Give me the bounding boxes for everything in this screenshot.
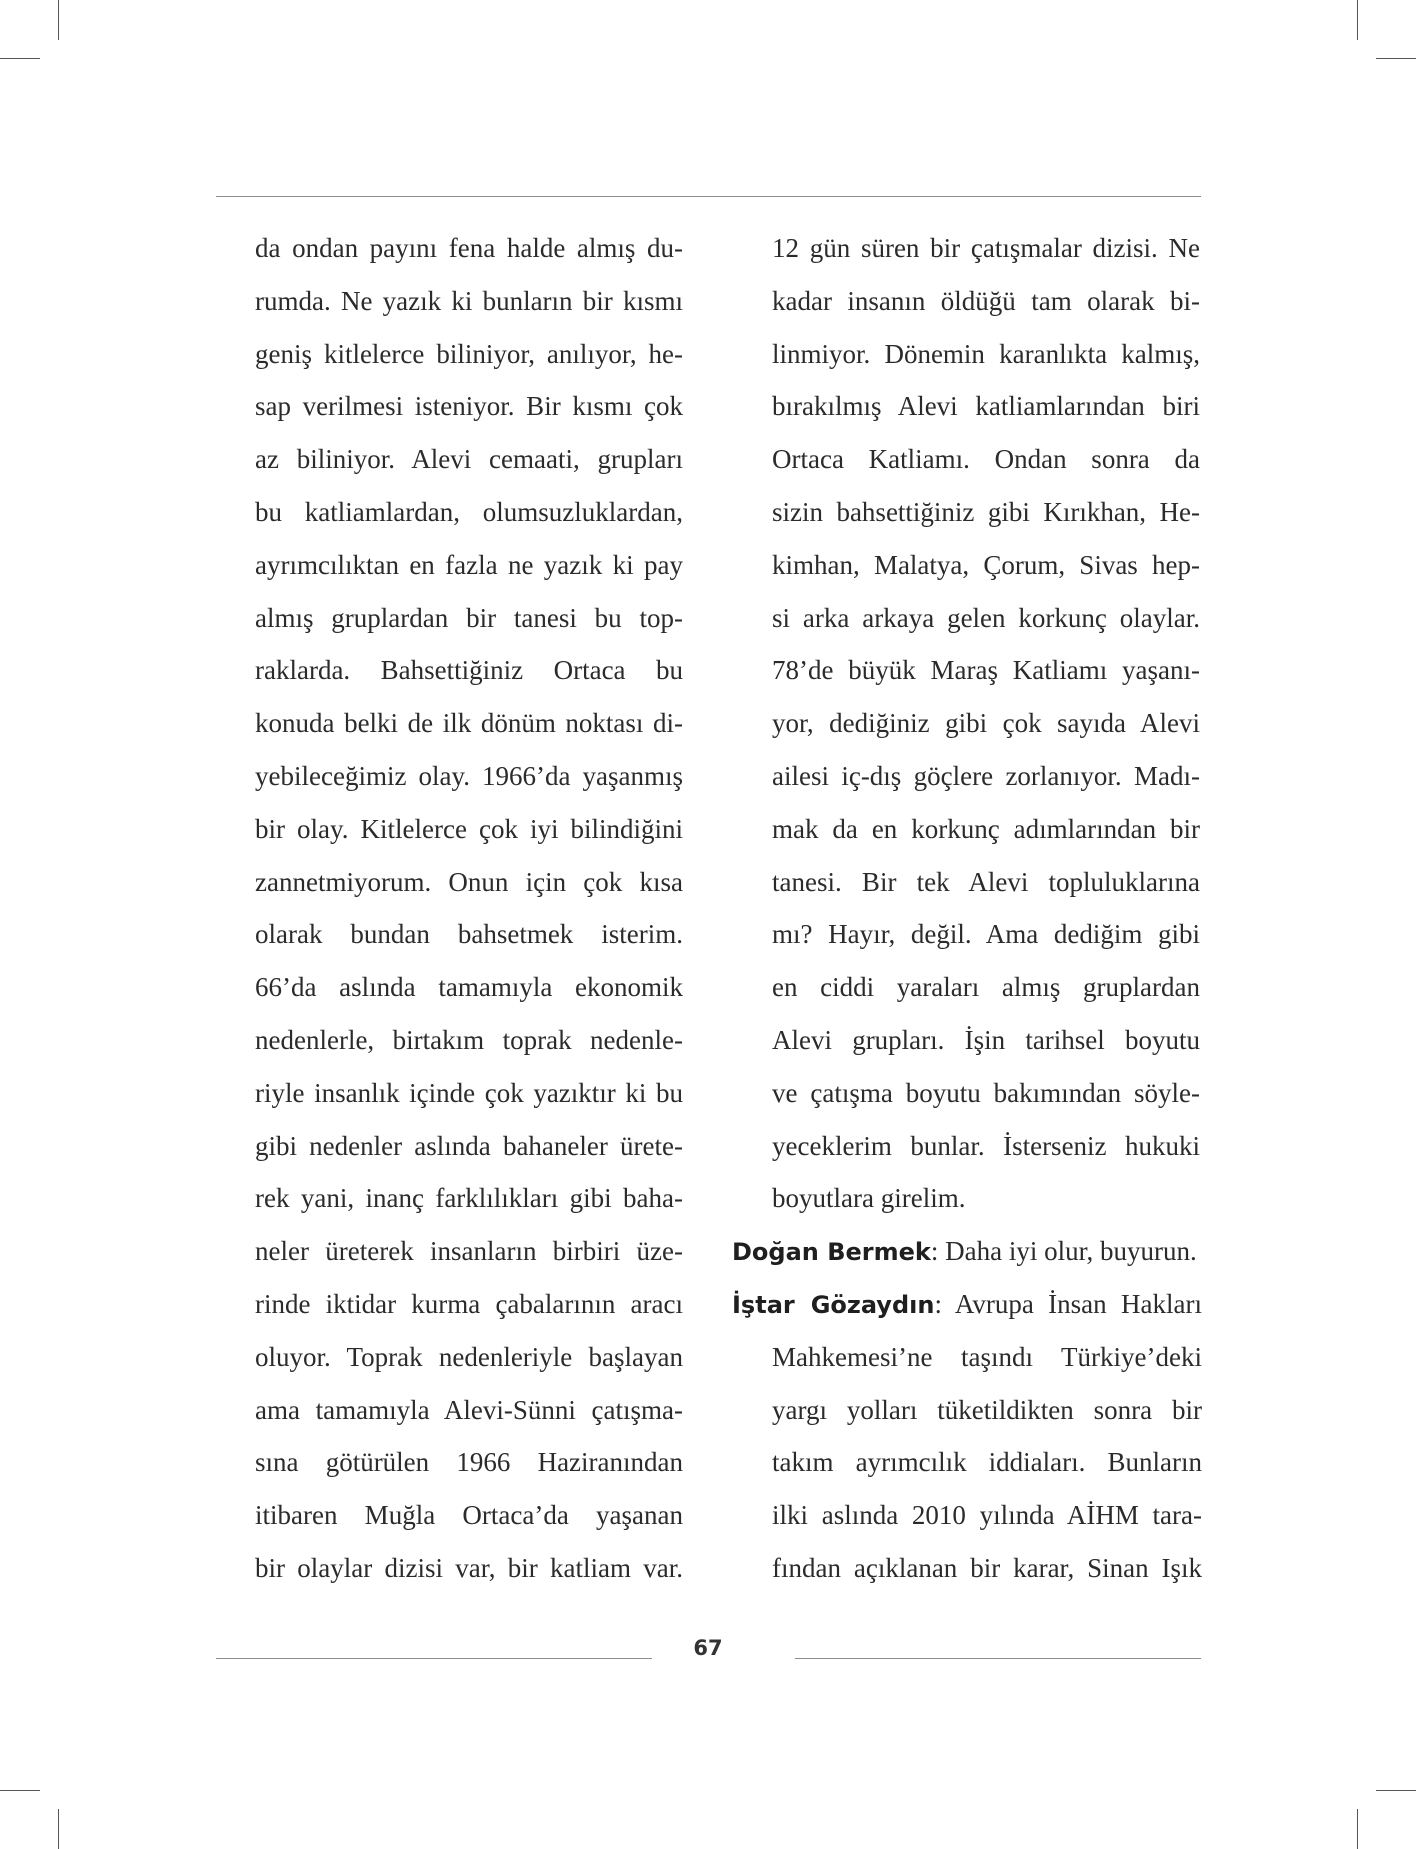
speech-line: fından açıklanan bir karar, Sinan Işık	[772, 1552, 1202, 1583]
crop-mark	[58, 1809, 59, 1849]
text-line: yebileceğimiz olay. 1966’da yaşanmış	[255, 760, 683, 791]
text-line: yeceklerim bunlar. İsterseniz hukuki	[772, 1130, 1200, 1161]
text-line: sizin bahsettiğiniz gibi Kırıkhan, He-	[772, 496, 1200, 527]
text-line: ayrımcılıktan en fazla ne yazık ki pay	[255, 549, 683, 580]
speech-line: ilki aslında 2010 yılında AİHM tara-	[772, 1500, 1202, 1531]
text-line: en ciddi yaraları almış gruplardan	[772, 972, 1200, 1003]
text-line: kadar insanın öldüğü tam olarak bi-	[772, 285, 1200, 316]
text-line: ailesi iç-dış göçlere zorlanıyor. Madı-	[772, 760, 1200, 791]
speech-text: : Daha iyi olur, buyurun.	[930, 1236, 1197, 1266]
speech-text: : Avrupa İnsan Hakları	[934, 1289, 1202, 1319]
dialogue-turn	[732, 1225, 1202, 1278]
crop-mark	[1376, 58, 1416, 59]
speaker-name: İştar Gözaydın	[732, 1291, 935, 1319]
crop-mark	[0, 58, 40, 59]
speaker-line	[732, 1278, 1202, 1331]
text-line: gibi nedenler aslında bahaneler ürete-	[255, 1130, 683, 1161]
text-line: Ortaca Katliamı. Ondan sonra da	[772, 444, 1200, 475]
text-line: olarak bundan bahsetmek isterim.	[255, 919, 683, 950]
text-line: bir olaylar dizisi var, bir katliam var.	[255, 1552, 683, 1583]
text-line: geniş kitlelerce biliniyor, anılıyor, he-	[255, 338, 683, 369]
text-line: rek yani, inanç farklılıkları gibi baha-	[255, 1183, 683, 1214]
text-line: bir olay. Kitlelerce çok iyi bilindiğini	[255, 813, 683, 844]
crop-mark	[0, 1790, 40, 1791]
text-line: Alevi grupları. İşin tarihsel boyutu	[772, 1024, 1200, 1055]
text-line: ama tamamıyla Alevi-Sünni çatışma-	[255, 1394, 683, 1425]
text-line: sına götürülen 1966 Haziranından	[255, 1447, 683, 1478]
dialogue-turn	[732, 1278, 1202, 1595]
text-line: riyle insanlık içinde çok yazıktır ki bu	[255, 1077, 683, 1108]
text-line: sap verilmesi isteniyor. Bir kısmı çok	[255, 391, 683, 422]
text-line: zannetmiyorum. Onun için çok kısa	[255, 866, 683, 897]
speech-line: Mahkemesi’ne taşındı Türkiye’deki	[772, 1341, 1202, 1372]
crop-mark	[1357, 0, 1358, 40]
speaker-name: Doğan Bermek	[732, 1238, 931, 1266]
text-line: rinde iktidar kurma çabalarının aracı	[255, 1288, 683, 1319]
text-line: bu katliamlardan, olumsuzluklardan,	[255, 496, 683, 527]
text-line: si arka arkaya gelen korkunç olaylar.	[772, 602, 1200, 633]
speaker-line	[732, 1225, 1202, 1278]
text-line: itibaren Muğla Ortaca’da yaşanan	[255, 1500, 683, 1531]
header-rule	[216, 196, 1201, 197]
right-column	[772, 222, 1200, 1225]
text-line: tanesi. Bir tek Alevi topluluklarına	[772, 866, 1200, 897]
text-line: ve çatışma boyutu bakımından söyle-	[772, 1077, 1200, 1108]
text-line: 66’da aslında tamamıyla ekonomik	[255, 972, 683, 1003]
page-number: 67	[693, 1636, 723, 1660]
text-line: neler üreterek insanların birbiri üze-	[255, 1236, 683, 1267]
text-line: linmiyor. Dönemin karanlıkta kalmış,	[772, 338, 1200, 369]
text-line: da ondan payını fena halde almış du-	[255, 233, 683, 263]
text-line: boyutlara girelim.	[772, 1183, 966, 1214]
text-line: yor, dediğiniz gibi çok sayıda Alevi	[772, 708, 1200, 739]
text-line: 78’de büyük Maraş Katliamı yaşanı-	[772, 655, 1200, 686]
text-line: bırakılmış Alevi katliamlarından biri	[772, 391, 1200, 422]
crop-mark	[1357, 1809, 1358, 1849]
text-line: 12 gün süren bir çatışmalar dizisi. Ne	[772, 233, 1200, 263]
text-line: nedenlerle, birtakım toprak nedenle-	[255, 1024, 683, 1055]
text-line: kimhan, Malatya, Çorum, Sivas hep-	[772, 549, 1200, 580]
crop-mark	[1376, 1790, 1416, 1791]
text-line: konuda belki de ilk dönüm noktası di-	[255, 708, 683, 739]
text-line: raklarda. Bahsettiğiniz Ortaca bu	[255, 655, 683, 686]
text-line: mak da en korkunç adımlarından bir	[772, 813, 1200, 844]
text-line: almış gruplardan bir tanesi bu top-	[255, 602, 683, 633]
crop-mark	[58, 0, 59, 40]
text-line: rumda. Ne yazık ki bunların bir kısmı	[255, 285, 683, 316]
text-line: az biliniyor. Alevi cemaati, grupları	[255, 444, 683, 475]
left-column	[255, 222, 683, 1595]
text-line: mı? Hayır, değil. Ama dediğim gibi	[772, 919, 1200, 950]
text-line: oluyor. Toprak nedenleriyle başlayan	[255, 1341, 683, 1372]
speech-line: takım ayrımcılık iddiaları. Bunların	[772, 1447, 1202, 1478]
speech-line: yargı yolları tüketildikten sonra bir	[772, 1394, 1202, 1425]
